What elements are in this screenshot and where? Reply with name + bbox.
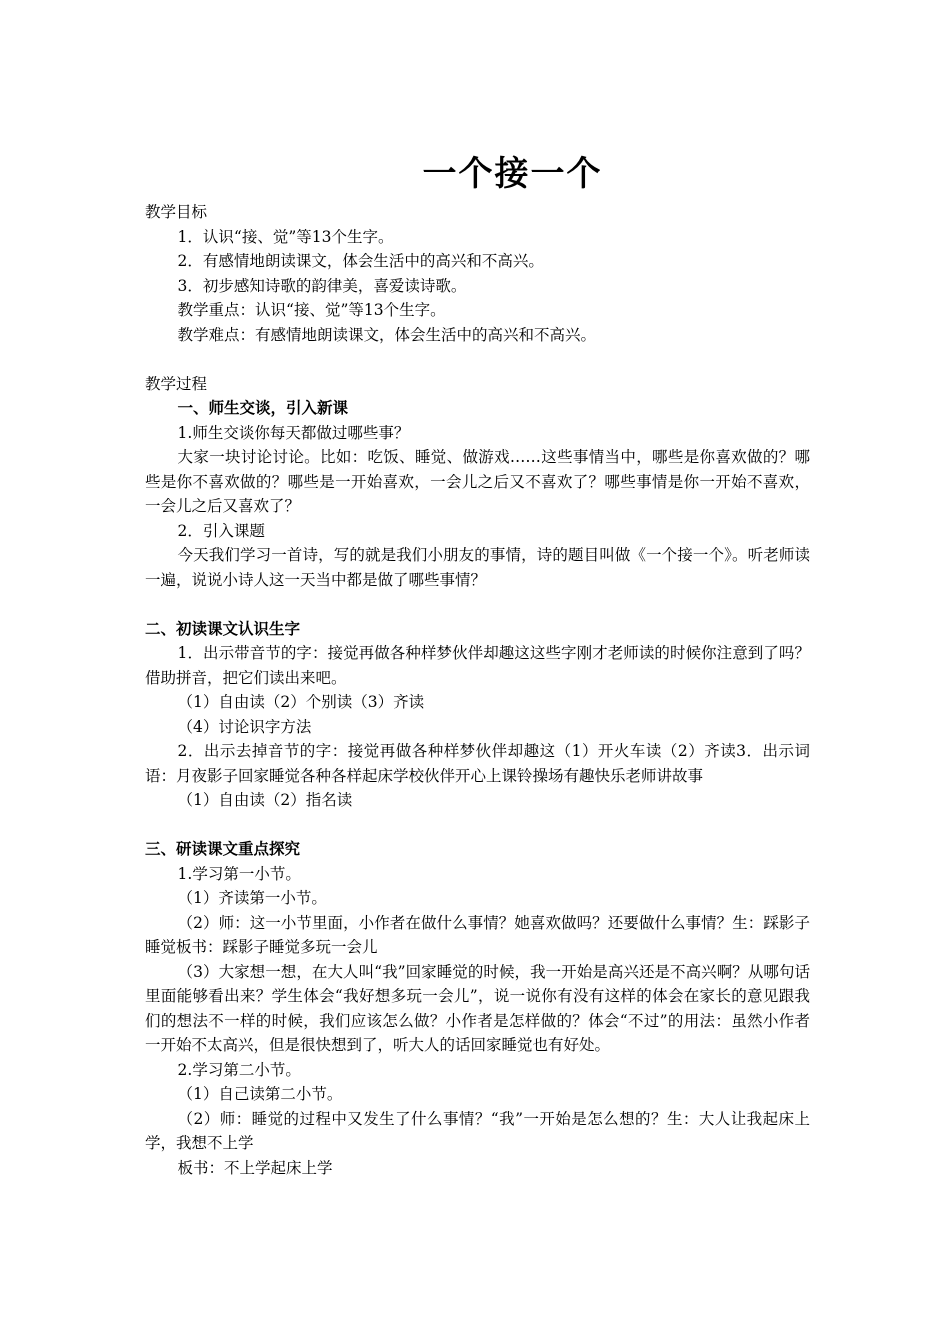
section-heading: 二、初读课文认识生字: [145, 618, 301, 638]
paragraph: （1）自由读（2）个别读（3）齐读: [177, 693, 425, 711]
objective-item: 1．认识“接、觉”等13个生字。: [177, 227, 394, 246]
paragraph: （2）师：睡觉的过程中又发生了什么事情？“我”一开始是怎么想的？生：大人让我起床上学，我想不上学: [145, 1109, 810, 1152]
objective-item: 2．有感情地朗读课文，体会生活中的高兴和不高兴。: [177, 252, 544, 270]
paragraph: （4）讨论识字方法: [177, 717, 312, 736]
key-point: 教学重点：认识“接、觉”等13个生字。: [177, 301, 446, 319]
document-body: [145, 200, 810, 1180]
paragraph: （3）大家想一想，在大人叫“我”回家睡觉的时候，我一开始是高兴还是不高兴啊？从哪句话里面能够看出来？学生体会“我好想多玩一会儿”，说一说你有没有这样的体会在家长的意见跟我们的想法不一样的时候，我们应该怎么做？小作者是怎样做的？体会“不过”的用法：虽然小作者一开始不太高兴，但是很快想到了，听大人的话回家睡觉也有好处。: [145, 962, 810, 1054]
paragraph: 板书：不上学起床上学: [177, 1158, 333, 1177]
objective-item: 3．初步感知诗歌的韵律美，喜爱读诗歌。: [177, 276, 467, 295]
section-heading: 三、研读课文重点探究: [145, 839, 301, 858]
paragraph: 1．出示带音节的字：接觉再做各种样梦伙伴却趣这这些字刚才老师读的时候你注意到了吗？借助拼音，把它们读出来吧。: [145, 644, 810, 687]
paragraph: （1）齐读第一小节。: [177, 889, 327, 907]
objectives-heading: 教学目标: [145, 203, 208, 221]
paragraph: （2）师：这一小节里面，小作者在做什么事情？她喜欢做吗？还要做什么事情？生：踩影子睡觉板书：踩影子睡觉多玩一会儿: [145, 913, 810, 956]
paragraph: （1）自由读（2）指名读: [177, 791, 353, 809]
process-heading: 教学过程: [145, 374, 208, 393]
paragraph: 大家一块讨论讨论。比如：吃饭、睡觉、做游戏……这些事情当中，哪些是你喜欢做的？哪些是你不喜欢做的？哪些是一开始喜欢，一会儿之后又不喜欢了？哪些事情是你一开始不喜欢，一会儿之后又喜欢了？: [145, 448, 810, 515]
paragraph: 2．出示去掉音节的字：接觉再做各种样梦伙伴却趣这（1）开火车读（2）齐读3．出示词语：月夜影子回家睡觉各种各样起床学校伙伴开心上课铃操场有趣快乐老师讲故事: [145, 742, 810, 785]
paragraph: （1）自己读第二小节。: [177, 1085, 343, 1103]
difficult-point: 教学难点：有感情地朗读课文，体会生活中的高兴和不高兴。: [177, 325, 597, 344]
section-heading: 一、师生交谈，引入新课: [177, 398, 349, 417]
document-title: 一个接一个: [422, 154, 603, 194]
paragraph: 1.学习第一小节。: [177, 864, 301, 883]
paragraph: 2.学习第二小节。: [177, 1060, 301, 1079]
paragraph: 1.师生交谈你每天都做过哪些事？: [177, 423, 410, 442]
paragraph: 2．引入课题: [177, 521, 265, 540]
paragraph: 今天我们学习一首诗，写的就是我们小朋友的事情，诗的题目叫做《一个接一个》。听老师读一遍，说说小诗人这一天当中都是做了哪些事情？: [145, 546, 810, 589]
